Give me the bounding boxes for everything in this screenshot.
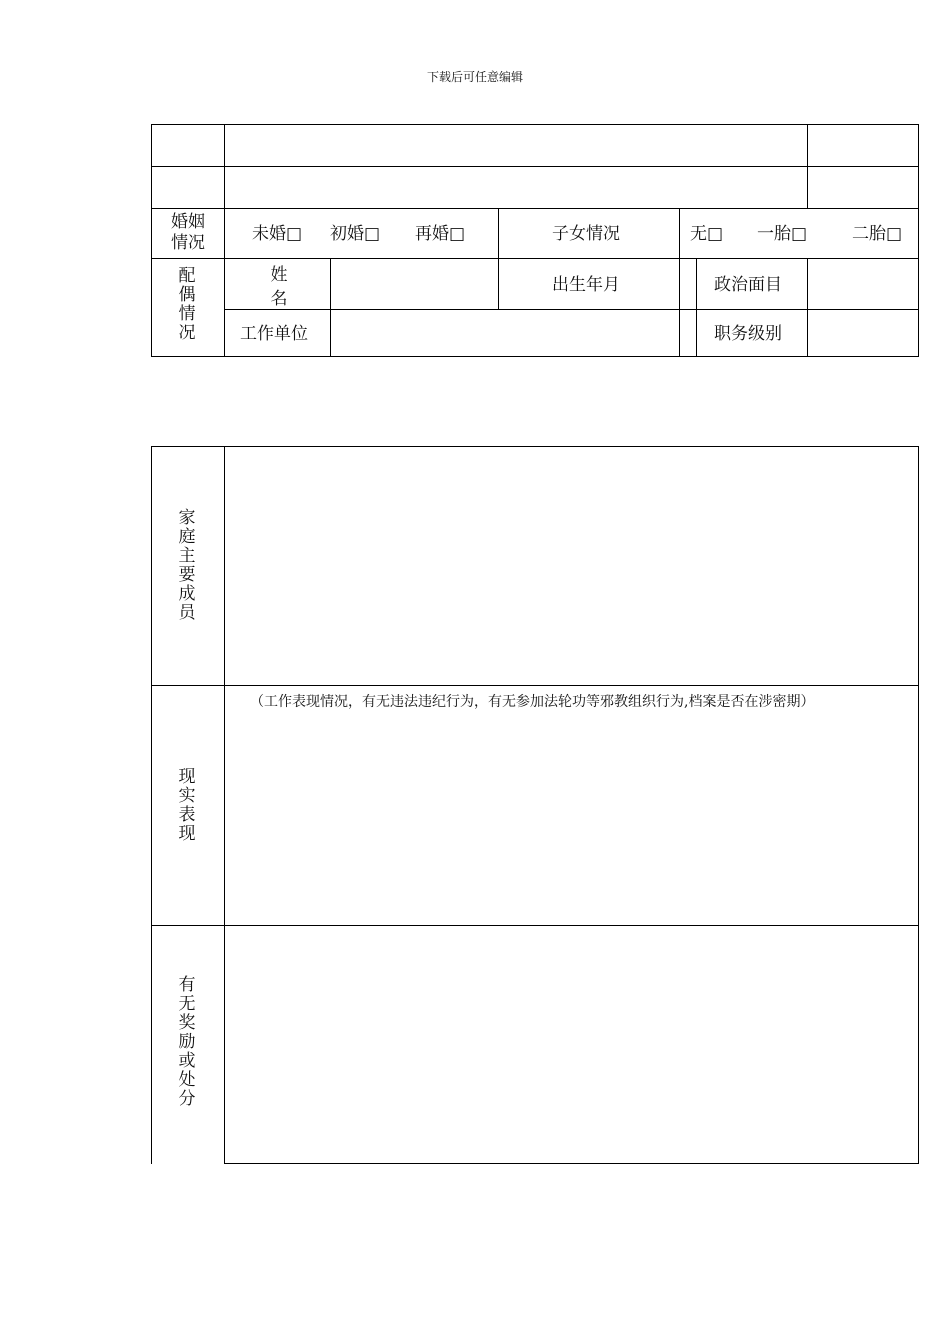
spouse-politics-label: 政治面目 bbox=[714, 275, 782, 295]
spouse-name-label: 姓 名 bbox=[270, 265, 288, 309]
rewards-field[interactable] bbox=[225, 926, 918, 1163]
marital-option-unmarried[interactable]: 未婚□ bbox=[252, 224, 303, 244]
performance-field[interactable] bbox=[225, 712, 918, 925]
spouse-name-field[interactable] bbox=[331, 259, 498, 309]
spouse-politics-field[interactable] bbox=[808, 259, 918, 309]
spouse-label: 配偶情况 bbox=[178, 266, 196, 343]
table-line bbox=[918, 446, 919, 1164]
table-line bbox=[224, 1163, 919, 1164]
rewards-label: 有无奖励或处分 bbox=[178, 975, 196, 1109]
table-line bbox=[151, 446, 152, 1164]
table-line bbox=[151, 258, 919, 259]
table-line bbox=[679, 208, 680, 357]
marital-option-first[interactable]: 初婚□ bbox=[330, 224, 381, 244]
performance-note: （工作表现情况，有无违法违纪行为，有无参加法轮功等邪教组织行为,档案是否在涉密期） bbox=[250, 694, 815, 710]
table-line bbox=[696, 258, 697, 357]
blank-field[interactable] bbox=[808, 167, 918, 208]
spouse-birth-label: 出生年月 bbox=[552, 275, 620, 295]
table-line bbox=[498, 208, 499, 310]
children-option-one[interactable]: 一胎□ bbox=[757, 224, 808, 244]
header-note: 下载后可任意编辑 bbox=[426, 70, 523, 84]
table-line bbox=[151, 685, 919, 686]
spouse-work-field[interactable] bbox=[331, 310, 679, 356]
blank-field[interactable] bbox=[225, 167, 807, 208]
children-option-none[interactable]: 无□ bbox=[690, 224, 724, 244]
marital-label: 婚姻情况 bbox=[171, 212, 205, 253]
blank-field[interactable] bbox=[808, 125, 918, 166]
performance-label: 现实表现 bbox=[178, 767, 196, 844]
family-members-field[interactable] bbox=[225, 447, 918, 685]
marital-option-remarried[interactable]: 再婚□ bbox=[415, 224, 466, 244]
table-line bbox=[918, 124, 919, 357]
children-label: 子女情况 bbox=[552, 224, 620, 244]
children-option-two[interactable]: 二胎□ bbox=[852, 224, 903, 244]
spouse-position-field[interactable] bbox=[808, 310, 918, 356]
table-line bbox=[151, 356, 919, 357]
spouse-work-label: 工作单位 bbox=[240, 324, 308, 344]
spouse-position-label: 职务级别 bbox=[714, 324, 782, 344]
blank-field[interactable] bbox=[225, 125, 807, 166]
family-members-label: 家庭主要成员 bbox=[178, 508, 196, 623]
table-line bbox=[151, 208, 919, 209]
